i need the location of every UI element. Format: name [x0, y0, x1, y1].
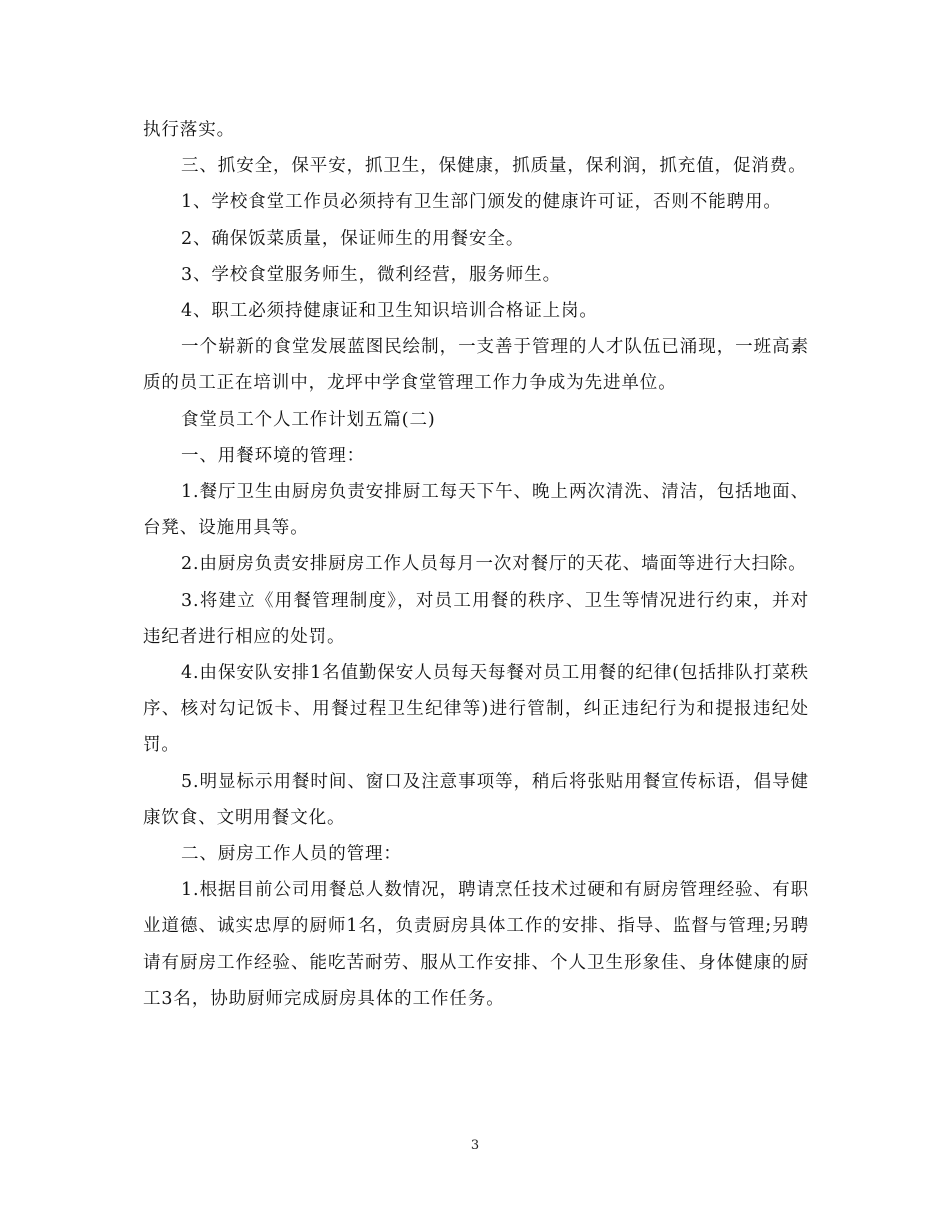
paragraph: 1.餐厅卫生由厨房负责安排厨工每天下午、晚上两次清洗、清洁，包括地面、台凳、设施用具等。: [143, 482, 809, 539]
section-title: 食堂员工个人工作计划五篇(二): [181, 409, 436, 430]
paragraph: 4、职工必须持健康证和卫生知识培训合格证上岗。: [181, 301, 598, 322]
section-heading: 二、厨房工作人员的管理：: [181, 844, 402, 865]
section-heading: 一、用餐环境的管理：: [181, 445, 365, 466]
page-number: 3: [470, 1138, 480, 1153]
paragraph: 3.将建立《用餐管理制度》，对员工用餐的秩序、卫生等情况进行约束，并对违纪者进行相应的处罚。: [143, 590, 809, 647]
paragraph: 4.由保安队安排1名值勤保安人员每天每餐对员工用餐的纪律(包括排队打菜秩序、核对勾记饭卡、用餐过程卫生纪律等)进行管制，纠正违纪行为和提报违纪处罚。: [143, 663, 809, 756]
paragraph: 执行落实。: [143, 120, 235, 140]
document-body: [143, 112, 809, 1017]
paragraph: 2.由厨房负责安排厨房工作人员每月一次对餐厅的天花、墙面等进行大扫除。: [181, 554, 807, 575]
paragraph: 3、学校食堂服务师生，微利经营，服务师生。: [181, 264, 562, 285]
paragraph: 1.根据目前公司用餐总人数情况，聘请烹任技术过硬和有厨房管理经验、有职业道德、诚实忠厚的厨师1名，负责厨房具体工作的安排、指导、监督与管理;另聘请有厨房工作经验、能吃苦耐劳、服从工作安排、个人卫生形象佳、身体健康的厨工3名，协助厨师完成厨房具体的工作任务。: [143, 880, 809, 1009]
paragraph: 1、学校食堂工作员必须持有卫生部门颁发的健康许可证，否则不能聘用。: [181, 192, 782, 213]
paragraph: 2、确保饭菜质量，保证师生的用餐安全。: [181, 228, 525, 249]
paragraph: 一个崭新的食堂发展蓝图民绘制，一支善于管理的人才队伍已涌现，一班高素质的员工正在培训中，龙坪中学食堂管理工作力争成为先进单位。: [143, 337, 809, 394]
paragraph: 5.明显标示用餐时间、窗口及注意事项等，稍后将张贴用餐宣传标语，倡导健康饮食、文明用餐文化。: [143, 771, 809, 828]
paragraph: 三、抓安全，保平安，抓卫生，保健康，抓质量，保利润，抓充值，促消费。: [181, 156, 807, 177]
